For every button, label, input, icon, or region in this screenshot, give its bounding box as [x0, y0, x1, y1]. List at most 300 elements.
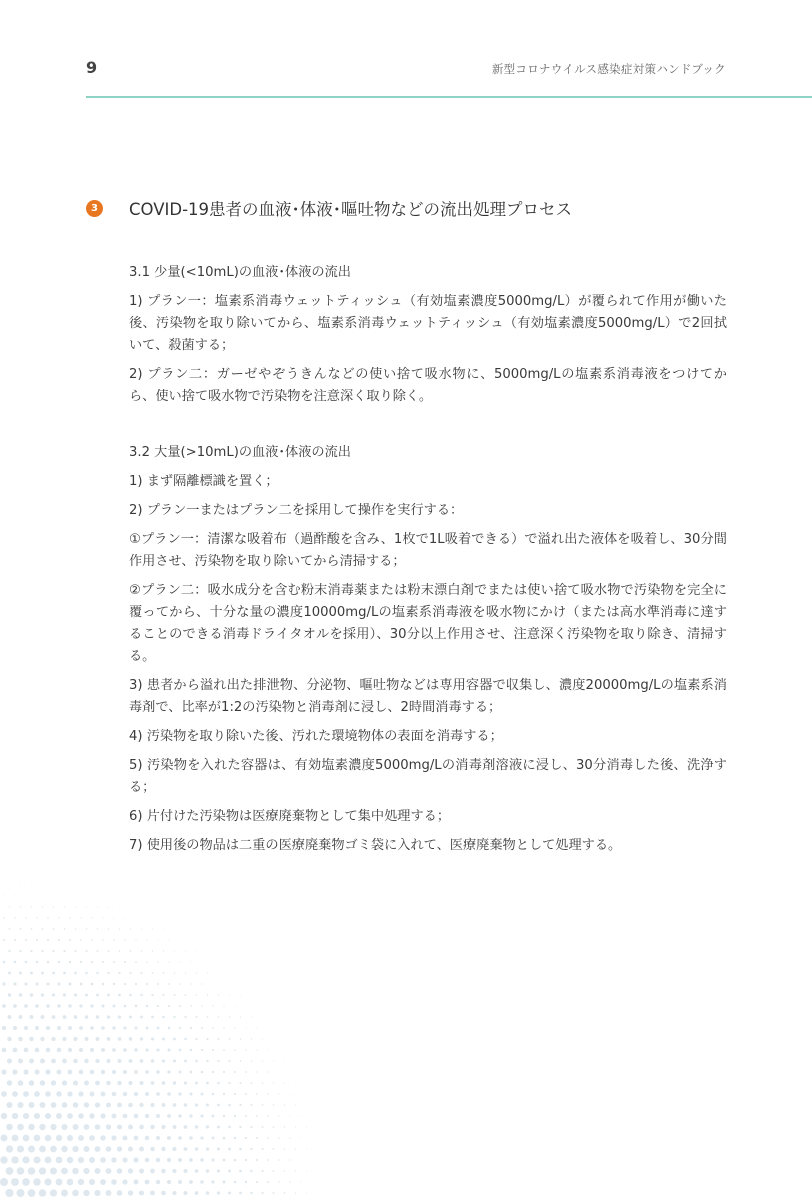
pattern-dot — [245, 1181, 247, 1183]
pattern-dot — [295, 1083, 296, 1084]
pattern-dot — [184, 1147, 188, 1151]
pattern-dot — [57, 1070, 62, 1075]
pattern-dot — [3, 917, 5, 919]
pattern-dot — [53, 928, 55, 930]
pattern-dot — [185, 994, 187, 996]
pattern-dot — [151, 1081, 155, 1085]
pattern-dot — [17, 1189, 25, 1197]
pattern-dot — [167, 1114, 171, 1118]
pattern-dot — [211, 1180, 214, 1183]
pattern-dot — [256, 1049, 257, 1050]
pattern-dot — [123, 1026, 126, 1029]
pattern-dot — [229, 994, 230, 995]
pattern-dot — [67, 1135, 73, 1141]
pattern-dot — [112, 1026, 115, 1029]
pattern-dot — [257, 1028, 258, 1029]
pattern-dot — [301, 1138, 302, 1139]
pattern-dot — [0, 1178, 8, 1186]
pattern-dot — [30, 950, 32, 952]
pattern-dot — [156, 1048, 159, 1051]
book-title: 新型コロナウイルス感染症対策ハンドブック — [491, 62, 726, 76]
pattern-dot — [64, 906, 65, 907]
pattern-dot — [122, 1157, 127, 1162]
pattern-dot — [195, 1169, 199, 1173]
pattern-dot — [184, 1038, 187, 1041]
pattern-dot — [289, 1137, 290, 1138]
header-rule — [86, 96, 812, 98]
pattern-dot — [78, 1179, 84, 1185]
pattern-dot — [51, 1102, 57, 1108]
pattern-dot — [40, 1037, 44, 1041]
pattern-dot — [206, 1082, 209, 1085]
pattern-dot — [201, 1027, 203, 1029]
pattern-dot — [51, 1037, 55, 1041]
pattern-dot — [134, 1092, 138, 1096]
pattern-dot — [245, 1093, 247, 1095]
pattern-dot — [91, 961, 93, 963]
pattern-dot — [29, 1080, 35, 1086]
pattern-dot — [129, 1059, 133, 1063]
pattern-dot — [183, 1191, 187, 1195]
pattern-dot — [150, 1125, 154, 1129]
paragraph: 6) 片付けた汚染物は医療廃棄物として集中処理する； — [129, 809, 451, 824]
pattern-dot — [84, 1102, 89, 1107]
pattern-dot — [123, 1048, 127, 1052]
pattern-dot — [34, 1091, 40, 1097]
pattern-dot — [295, 1126, 296, 1127]
pattern-dot — [195, 1103, 198, 1106]
pattern-dot — [139, 1081, 143, 1085]
pattern-dot — [273, 1039, 274, 1040]
pattern-dot — [150, 1191, 155, 1196]
pattern-dot — [26, 896, 27, 897]
pattern-dot — [13, 1004, 17, 1008]
pattern-dot — [234, 1137, 237, 1140]
paragraph: 1) まず隔離標識を置く； — [129, 474, 279, 489]
pattern-dot — [239, 1104, 241, 1106]
pattern-dot — [124, 961, 126, 963]
pattern-dot — [134, 1136, 139, 1141]
pattern-dot — [184, 1060, 187, 1063]
pattern-dot — [62, 1059, 67, 1064]
pattern-dot — [7, 1037, 12, 1042]
pattern-dot — [85, 950, 87, 952]
pattern-dot — [102, 939, 104, 941]
pattern-dot — [119, 950, 121, 952]
pattern-dot — [284, 1126, 285, 1127]
pattern-dot — [134, 1114, 139, 1119]
pattern-dot — [207, 1016, 209, 1018]
pattern-dot — [101, 1048, 105, 1052]
pattern-dot — [62, 1102, 68, 1108]
pattern-dot — [234, 1159, 237, 1162]
pattern-dot — [146, 1027, 149, 1030]
pattern-dot — [113, 917, 114, 918]
pattern-dot — [2, 1004, 6, 1008]
pattern-dot — [128, 1125, 133, 1130]
pattern-dot — [124, 939, 125, 940]
pattern-dot — [157, 1005, 159, 1007]
pattern-dot — [17, 1102, 23, 1108]
pattern-dot — [134, 1026, 137, 1029]
pattern-dot — [256, 1115, 258, 1117]
pattern-dot — [91, 939, 93, 941]
pattern-dot — [245, 1137, 247, 1139]
pattern-dot — [52, 950, 54, 952]
pattern-dot — [190, 1049, 193, 1052]
pattern-dot — [218, 1038, 220, 1040]
pattern-dot — [36, 917, 38, 919]
pattern-dot — [106, 1124, 111, 1129]
pattern-dot — [113, 983, 115, 985]
pattern-dot — [41, 1015, 45, 1019]
pattern-dot — [278, 1093, 279, 1094]
pattern-dot — [179, 1005, 181, 1007]
pattern-dot — [239, 1148, 242, 1151]
pattern-dot — [139, 1125, 144, 1130]
pattern-dot — [178, 1092, 181, 1095]
pattern-dot — [25, 939, 27, 941]
pattern-dot — [169, 940, 170, 941]
pattern-dot — [23, 1113, 29, 1119]
pattern-dot — [72, 1190, 79, 1197]
pattern-dot — [67, 1113, 73, 1119]
pattern-dot — [133, 1179, 138, 1184]
pattern-dot — [106, 1168, 112, 1174]
pattern-dot — [28, 1145, 35, 1152]
pattern-dot — [107, 1037, 111, 1041]
pattern-dot — [62, 1080, 67, 1085]
pattern-dot — [228, 1126, 231, 1129]
paragraph: 5) 汚染物を入れた容器は、有効塩素濃度5000mg/Lの消毒剤溶液に浸し、30分消毒した後、洗浄する； — [129, 758, 727, 795]
pattern-dot — [22, 1178, 30, 1186]
pattern-dot — [201, 1049, 203, 1051]
pattern-dot — [84, 1037, 88, 1041]
pattern-dot — [317, 1171, 318, 1172]
pattern-dot — [162, 1103, 166, 1107]
pattern-dot — [211, 1158, 214, 1161]
pattern-dot — [41, 972, 44, 975]
pattern-dot — [217, 1147, 220, 1150]
pattern-dot — [168, 1005, 170, 1007]
pattern-dot — [201, 1071, 204, 1074]
pattern-dot — [251, 1104, 253, 1106]
pattern-dot — [40, 1102, 46, 1108]
pattern-dot — [139, 1168, 144, 1173]
pattern-dot — [195, 1060, 198, 1063]
pattern-dot — [267, 1115, 269, 1117]
pattern-dot — [195, 1147, 199, 1151]
pattern-dot — [61, 1190, 68, 1197]
pattern-dot — [80, 917, 81, 918]
pattern-dot — [83, 1190, 89, 1196]
section-heading — [86, 196, 746, 220]
pattern-dot — [17, 1167, 25, 1175]
pattern-dot — [218, 1016, 220, 1018]
pattern-dot — [223, 1093, 225, 1095]
pattern-dot — [18, 1058, 23, 1063]
paragraph: 7) 使用後の物品は二重の医療廃棄物ゴミ袋に入れて、医療廃棄物として処理する。 — [129, 838, 622, 853]
pattern-dot — [267, 1159, 269, 1161]
pattern-dot — [139, 1190, 144, 1195]
pattern-dot — [75, 928, 77, 930]
pattern-dot — [94, 1190, 100, 1196]
pattern-dot — [33, 1156, 40, 1163]
pattern-dot — [6, 1167, 14, 1175]
pattern-dot — [62, 1037, 66, 1041]
pattern-dot — [163, 972, 165, 974]
pattern-dot — [163, 929, 164, 930]
pattern-dot — [289, 1115, 290, 1116]
pattern-dot — [31, 885, 32, 886]
pattern-dot — [53, 906, 54, 907]
pattern-dot — [295, 1105, 296, 1106]
subsection-heading: 3.1 少量(<10mL)の血液･体液の流出 — [129, 265, 351, 280]
pattern-dot — [107, 972, 109, 974]
pattern-dot — [28, 1124, 35, 1131]
pattern-dot — [36, 961, 39, 964]
pattern-dot — [97, 907, 98, 908]
pattern-dot — [67, 1179, 74, 1186]
pattern-dot — [184, 1081, 187, 1084]
pattern-dot — [18, 1037, 22, 1041]
pattern-dot — [56, 1157, 63, 1164]
pattern-dot — [262, 1126, 264, 1128]
pattern-dot — [251, 1082, 253, 1084]
paragraph: 2) プラン二：ガーゼやぞうきんなどの使い捨て吸水物に、5000mg/Lの塩素系消毒液をつけてから、使い捨て吸水物で汚染物を注意深く取り除く。 — [129, 367, 727, 404]
pattern-dot — [17, 1145, 24, 1152]
pattern-dot — [157, 983, 159, 985]
pattern-dot — [284, 1192, 286, 1194]
pattern-dot — [234, 1181, 237, 1184]
pattern-dot — [51, 1080, 56, 1085]
pattern-dot — [73, 1124, 79, 1130]
pattern-dot — [25, 917, 27, 919]
pattern-dot — [217, 1060, 219, 1062]
pattern-dot — [139, 1147, 144, 1152]
pattern-dot — [108, 907, 109, 908]
pattern-dot — [102, 917, 103, 918]
pattern-dot — [223, 1071, 225, 1073]
pattern-dot — [168, 1049, 171, 1052]
pattern-dot — [63, 993, 66, 996]
pattern-dot — [59, 896, 60, 897]
pattern-dot — [189, 1136, 193, 1140]
pattern-dot — [174, 972, 176, 974]
pattern-dot — [74, 993, 77, 996]
pattern-dot — [28, 1189, 36, 1197]
pattern-dot — [262, 1082, 264, 1084]
pattern-dot — [178, 1158, 182, 1162]
pattern-dot — [173, 1081, 176, 1084]
pattern-dot — [178, 1114, 182, 1118]
pattern-dot — [240, 995, 241, 996]
pattern-dot — [111, 1179, 117, 1185]
content-body — [129, 262, 727, 864]
pattern-dot — [17, 1124, 24, 1131]
pattern-dot — [178, 1136, 182, 1140]
pattern-dot — [156, 1158, 160, 1162]
pattern-dot — [57, 1026, 61, 1030]
pattern-dot — [89, 1157, 95, 1163]
pattern-dot — [45, 1069, 50, 1074]
pattern-dot — [261, 1170, 263, 1172]
pattern-dot — [111, 1157, 116, 1162]
pattern-dot — [206, 1191, 210, 1195]
pattern-dot — [125, 918, 126, 919]
pattern-dot — [69, 983, 72, 986]
pattern-dot — [129, 994, 132, 997]
pattern-dot — [185, 972, 186, 973]
pattern-dot — [78, 1135, 84, 1141]
pattern-dot — [135, 939, 136, 940]
pattern-dot — [201, 1005, 203, 1007]
pattern-dot — [256, 1159, 258, 1161]
pattern-dot — [261, 1192, 263, 1194]
paragraph: 4) 汚染物を取り除いた後、汚れた環境物体の表面を消毒する； — [129, 729, 503, 744]
pattern-dot — [13, 982, 16, 985]
paragraph: 2) プラン一またはプラン二を採用して操作を実行する： — [129, 503, 464, 518]
pattern-dot — [44, 1178, 51, 1185]
pattern-dot — [150, 1147, 155, 1152]
pattern-dot — [267, 1181, 269, 1183]
pattern-dot — [79, 1026, 83, 1030]
pattern-dot — [239, 1082, 241, 1084]
pattern-dot — [96, 994, 99, 997]
pattern-dot — [0, 1156, 7, 1163]
pattern-dot — [90, 1092, 95, 1097]
pattern-dot — [80, 983, 83, 986]
pattern-dot — [151, 1059, 155, 1063]
pattern-dot — [151, 1016, 154, 1019]
pattern-dot — [50, 1167, 57, 1174]
pattern-dot — [156, 1092, 160, 1096]
pattern-dot — [20, 885, 21, 886]
pattern-dot — [13, 1026, 17, 1030]
pattern-dot — [19, 993, 22, 996]
pattern-dot — [273, 1192, 275, 1194]
pattern-dot — [12, 1091, 18, 1097]
pattern-dot — [112, 1092, 117, 1097]
pattern-dot — [48, 896, 49, 897]
pattern-dot — [128, 1081, 132, 1085]
pattern-dot — [312, 1160, 313, 1161]
pattern-dot — [300, 1159, 301, 1160]
pattern-dot — [56, 1113, 62, 1119]
pattern-dot — [273, 1104, 275, 1106]
pattern-dot — [130, 950, 132, 952]
pattern-dot — [3, 961, 6, 964]
pattern-dot — [46, 1026, 50, 1030]
pattern-dot — [107, 1015, 110, 1018]
pattern-dot — [63, 972, 66, 975]
pattern-dot — [167, 1180, 171, 1184]
pattern-dot — [167, 1136, 171, 1140]
pattern-dot — [108, 950, 110, 952]
pattern-dot — [74, 950, 76, 952]
pattern-dot — [83, 1168, 89, 1174]
pattern-dot — [161, 1169, 166, 1174]
pattern-dot — [300, 1181, 301, 1182]
pattern-dot — [96, 972, 98, 974]
pattern-dot — [2, 1026, 6, 1030]
pattern-dot — [11, 1178, 19, 1186]
pattern-dot — [1, 1135, 8, 1142]
pattern-dot — [228, 1148, 231, 1151]
pattern-dot — [39, 1124, 45, 1130]
pattern-dot — [256, 1093, 258, 1095]
pattern-dot — [162, 1059, 165, 1062]
pattern-dot — [168, 961, 169, 962]
pattern-dot — [278, 1115, 279, 1116]
pattern-dot — [145, 1048, 148, 1051]
subsection-small-spill — [129, 262, 727, 408]
pattern-dot — [3, 895, 4, 896]
pattern-dot — [14, 917, 16, 919]
pattern-dot — [19, 1015, 23, 1019]
paragraph: 1) プラン一：塩素系消毒ウェットティッシュ（有効塩素濃度5000mg/L）が覆られて作用が働いた後、汚染物を取り除いてから、塩素系消毒ウェットティッシュ（有効塩素濃度5000mg/L）で2回拭いて、殺菌する； — [129, 294, 727, 353]
pattern-dot — [6, 1145, 13, 1152]
pattern-dot — [12, 1135, 19, 1142]
pattern-dot — [151, 994, 153, 996]
pattern-dot — [196, 972, 197, 973]
pattern-dot — [72, 1146, 78, 1152]
pattern-dot — [8, 1015, 12, 1019]
pattern-dot — [250, 1126, 252, 1128]
pattern-dot — [223, 1159, 226, 1162]
pattern-dot — [118, 1015, 121, 1018]
pattern-dot — [273, 1170, 275, 1172]
pattern-dot — [100, 1179, 106, 1185]
pattern-dot — [211, 1136, 214, 1139]
pattern-dot — [117, 1168, 123, 1174]
pattern-dot — [118, 994, 121, 997]
pattern-dot — [141, 972, 143, 974]
pattern-dot — [113, 961, 115, 963]
pattern-dot — [58, 983, 61, 986]
pattern-dot — [239, 1170, 242, 1173]
pattern-dot — [85, 993, 88, 996]
pattern-dot — [168, 1027, 171, 1030]
pattern-dot — [29, 1059, 34, 1064]
pattern-dot — [124, 983, 126, 985]
pattern-dot — [312, 1182, 313, 1183]
pattern-dot — [261, 1148, 263, 1150]
pattern-dot — [134, 1070, 138, 1074]
pattern-dot — [179, 1049, 182, 1052]
pattern-dot — [79, 1048, 83, 1052]
paragraph: 3) 患者から溢れ出た排泄物、分泌物、嘔吐物などは専用容器で収集し、濃度20000mg/Lの塩素系消毒剤で、比率が1:2の汚染物と消毒剤に浸し、2時間消毒する； — [129, 678, 727, 715]
pattern-dot — [278, 1181, 280, 1183]
pattern-dot — [250, 1148, 252, 1150]
pattern-dot — [156, 1180, 161, 1185]
pattern-dot — [34, 1135, 41, 1142]
pattern-dot — [95, 1081, 100, 1086]
pattern-dot — [273, 1082, 274, 1083]
pattern-dot — [156, 1114, 160, 1118]
pattern-dot — [223, 1115, 226, 1118]
pattern-dot — [81, 896, 82, 897]
pattern-dot — [69, 917, 70, 918]
pattern-dot — [68, 1048, 72, 1052]
pattern-dot — [167, 1070, 170, 1073]
pattern-dot — [61, 1146, 68, 1153]
pattern-dot — [196, 1016, 198, 1018]
pattern-dot — [190, 983, 191, 984]
pattern-dot — [295, 1148, 296, 1149]
pattern-dot — [30, 1015, 34, 1019]
pattern-dot — [74, 1015, 78, 1019]
